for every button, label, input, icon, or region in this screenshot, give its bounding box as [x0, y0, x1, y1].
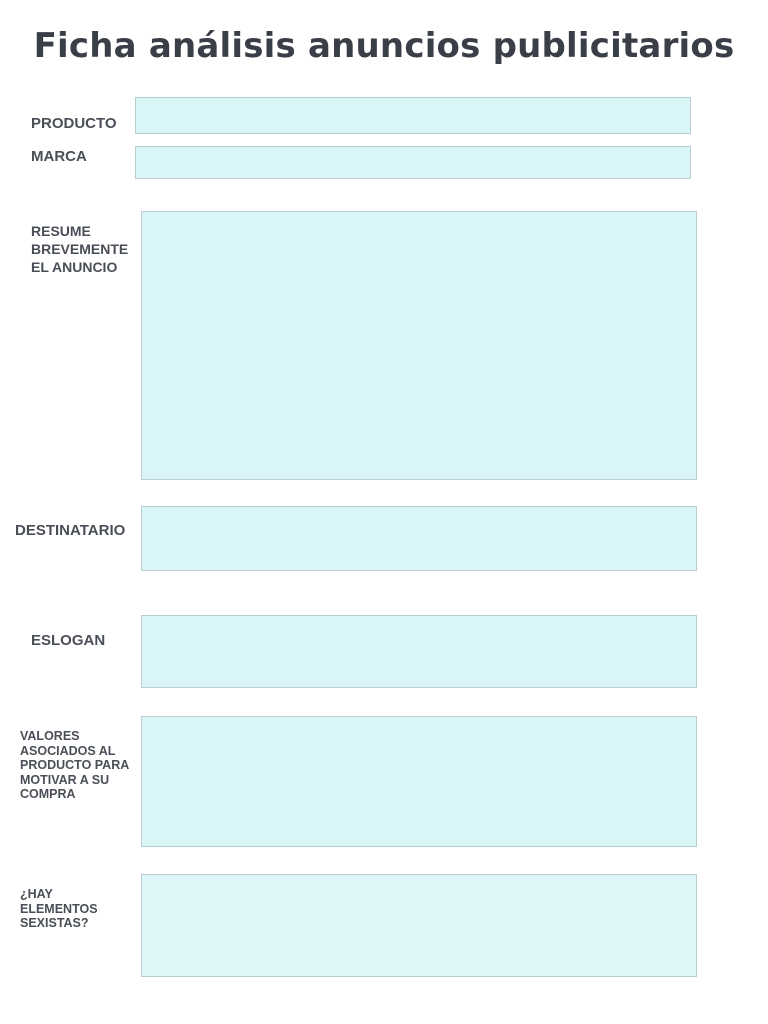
- valores-field[interactable]: [141, 716, 697, 847]
- destinatario-label: DESTINATARIO: [15, 522, 126, 539]
- marca-label: MARCA: [31, 148, 87, 165]
- destinatario-field[interactable]: [141, 506, 697, 571]
- producto-label: PRODUCTO: [31, 115, 117, 132]
- sexismo-field[interactable]: [141, 874, 697, 977]
- valores-label: VALORES ASOCIADOS AL PRODUCTO PARA MOTIVAR A SU COMPRA: [20, 729, 130, 801]
- sexismo-label: ¿HAY ELEMENTOS SEXISTAS?: [20, 887, 98, 930]
- eslogan-field[interactable]: [141, 615, 697, 688]
- resumen-field[interactable]: [141, 211, 697, 480]
- resumen-label: RESUME BREVEMENTE EL ANUNCIO: [31, 223, 129, 275]
- eslogan-label: ESLOGAN: [31, 632, 106, 649]
- producto-field[interactable]: [135, 97, 691, 134]
- page-title: Ficha análisis anuncios publicitarios: [33, 26, 735, 66]
- marca-field[interactable]: [135, 146, 691, 179]
